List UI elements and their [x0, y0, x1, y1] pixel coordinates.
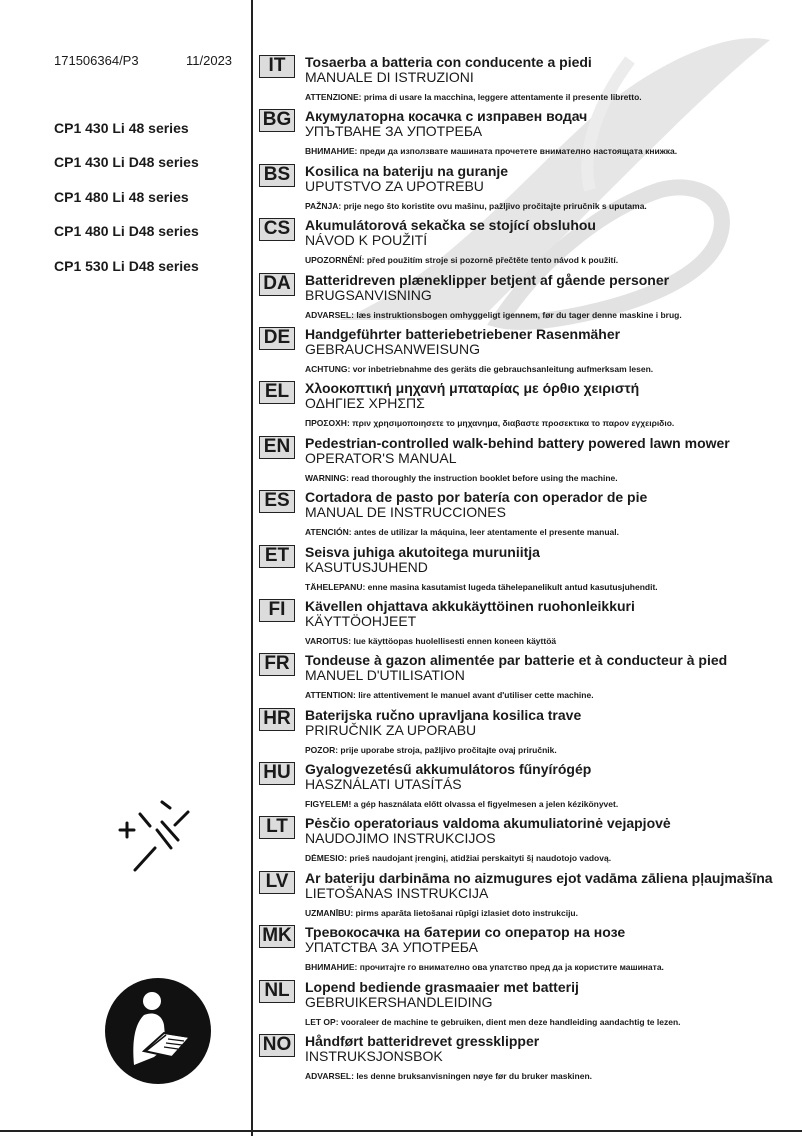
language-code-badge: IT: [259, 55, 295, 78]
language-entry-el: [259, 378, 799, 432]
language-code-badge: FR: [259, 653, 295, 676]
language-code-badge: ES: [259, 490, 295, 513]
language-entry-lv: [259, 868, 799, 922]
language-entry-bs: [259, 161, 799, 215]
manual-warning: PAŽNJA: prije nego što koristite ovu mašinu, pažljivo pročitajte priručnik s uputama.: [305, 200, 647, 211]
manual-subtitle: MANUAL DE INSTRUCCIONES: [305, 504, 506, 521]
language-code-badge: EL: [259, 381, 295, 404]
manual-title: Handgeführter batteriebetriebener Rasenmäher: [305, 325, 621, 342]
language-code-badge: BS: [259, 164, 295, 187]
manual-warning: ATTENTION: lire attentivement le manuel avant d'utiliser cette machine.: [305, 690, 594, 701]
model-item: CP1 430 Li 48 series: [54, 120, 189, 136]
language-code-badge: DA: [259, 273, 295, 296]
language-entry-bg: [259, 106, 799, 160]
language-entry-nl: [259, 977, 799, 1031]
model-item: CP1 430 Li D48 series: [54, 154, 199, 171]
manual-warning: ATTENZIONE: prima di usare la macchina, leggere attentamente il presente libretto.: [305, 92, 642, 102]
manual-title: Акумулаторна косачка с изправен водач: [305, 108, 588, 125]
language-entry-de: [259, 324, 799, 378]
manual-subtitle: УПЪТВАНЕ ЗА УПОТРЕБА: [305, 123, 483, 140]
language-entry-es: [259, 487, 799, 541]
document-date: 11/2023: [186, 53, 233, 68]
manual-subtitle: OPERATOR'S MANUAL: [305, 449, 457, 466]
language-entry-fr: [259, 650, 799, 704]
manual-warning: DĖMESIO: prieš naudojant įrenginį, atidžiai perskaityti šį naudotojo vadovą.: [305, 853, 612, 864]
language-entry-cs: [259, 215, 799, 269]
language-code-badge: CS: [259, 218, 295, 241]
language-code-badge: BG: [259, 109, 295, 132]
bottom-rule: [0, 1130, 802, 1132]
manual-title: Seisva juhiga akutoitega muruniitja: [305, 543, 540, 560]
model-list: [54, 120, 199, 292]
manual-title: Baterijska ručno upravljana kosilica trave: [305, 706, 582, 723]
language-code-badge: NO: [259, 1034, 295, 1057]
manual-subtitle: GEBRUIKERSHANDLEIDING: [305, 993, 493, 1010]
manual-warning: TÄHELEPANU: enne masina kasutamist lugeda tähelepanelikult antud kasutusjuhendit.: [305, 581, 658, 592]
manual-title: Тревокосачка на батерии со оператор на нозе: [305, 924, 626, 941]
manual-subtitle: UPUTSTVO ZA UPOTREBU: [305, 177, 484, 194]
manual-warning: UZMANĪBU: pirms aparāta lietošanai rūpīgi izlasiet doto instrukciju.: [305, 907, 578, 918]
manual-title: Batteridreven plæneklipper betjent af gående personer: [305, 271, 670, 288]
manual-title: Tosaerba a batteria con conducente a piedi: [305, 54, 592, 70]
model-item: CP1 480 Li D48 series: [54, 223, 199, 240]
manual-warning: ADVARSEL: les denne bruksanvisningen nøye før du bruker maskinen.: [305, 1071, 593, 1082]
manual-title: Lopend bediende grasmaaier met batterij: [305, 978, 579, 995]
manual-warning: POZOR: prije uporabe stroja, pažljivo pročitajte ovaj priručnik.: [305, 744, 557, 755]
language-entry-it: [259, 52, 799, 106]
manual-subtitle: GEBRAUCHSANWEISUNG: [305, 340, 481, 357]
manual-subtitle: PRIRUČNIK ZA UPORABU: [305, 721, 477, 738]
manual-subtitle: NAUDOJIMO INSTRUKCIJOS: [305, 830, 496, 847]
manual-subtitle: MANUALE DI ISTRUZIONI: [305, 69, 474, 85]
manual-warning: ACHTUNG: vor inbetriebnahme des geräts die gebrauchsanleitung aufmerksam lesen.: [305, 363, 654, 374]
language-entry-fi: [259, 596, 799, 650]
manual-warning: LET OP: vooraleer de machine te gebruiken, dient men deze handleiding aandachtig te lezen.: [305, 1016, 681, 1027]
manual-warning: ВНИМАНИЕ: прочитајте го внимателно ова упатство пред да ја користите машината.: [305, 962, 664, 973]
language-entry-en: [259, 433, 799, 487]
manual-subtitle: УПАТСТВА ЗА УПОТРЕБА: [305, 939, 479, 956]
manual-title: Kävellen ohjattava akkukäyttöinen ruohonleikkuri: [305, 597, 635, 614]
manual-title: Håndført batteridrevet gressklipper: [305, 1033, 540, 1050]
manual-title: Gyalogvezetésű akkumulátoros fűnyírógép: [305, 761, 592, 778]
manual-subtitle: BRUGSANVISNING: [305, 286, 432, 303]
manual-warning: ATENCIÓN: antes de utilizar la máquina, leer atentamente el presente manual.: [305, 527, 619, 538]
manual-title: Akumulátorová sekačka se stojící obsluhou: [305, 217, 596, 234]
language-list: [259, 52, 799, 1085]
language-code-badge: HR: [259, 708, 295, 731]
manual-subtitle: INSTRUKSJONSBOK: [305, 1048, 443, 1065]
language-code-badge: MK: [259, 925, 295, 948]
language-code-badge: FI: [259, 599, 295, 622]
manual-warning: FIGYELEM! a gép használata előtt olvassa el figyelmesen a jelen kézikönyvet.: [305, 799, 619, 810]
document-code: 171506364/P3: [54, 53, 139, 68]
language-code-badge: LV: [259, 871, 295, 894]
language-entry-lt: [259, 813, 799, 867]
manual-subtitle: NÁVOD K POUŽITÍ: [305, 232, 428, 249]
manual-warning: ΠΡΟΣΟΧΗ: πριν χρησιμοποιησετε το μηχανημα, διαβαστε προσεκτικα το παρον εγχειριδιο.: [305, 418, 675, 429]
manual-subtitle: KÄYTTÖOHJEET: [305, 612, 417, 629]
manual-title: Pedestrian-controlled walk-behind battery powered lawn mower: [305, 434, 730, 451]
manual-subtitle: ΟΔΗΓΙΕΣ ΧΡΗΣΠΣ: [305, 395, 425, 412]
manual-warning: ADVARSEL: læs instruktionsbogen omhyggeligt igennem, før du tager denne maskine i brug.: [305, 309, 682, 320]
manual-title: Ar bateriju darbināma no aizmugures ejot vadāma zāliena pļaujmašīna: [305, 869, 773, 886]
language-entry-da: [259, 270, 799, 324]
manual-title: Tondeuse à gazon alimentée par batterie et à conducteur à pied: [305, 652, 728, 669]
column-divider: [251, 0, 253, 1136]
manual-subtitle: LIETOŠANAS INSTRUKCIJA: [305, 884, 489, 901]
read-manual-icon: [104, 977, 212, 1085]
manual-title: Pėsčio operatoriaus valdoma akumuliatorinė vejapjovė: [305, 815, 671, 832]
language-entry-mk: [259, 922, 799, 976]
manual-warning: WARNING: read thoroughly the instruction booklet before using the machine.: [305, 472, 618, 483]
manual-subtitle: KASUTUSJUHEND: [305, 558, 428, 575]
manual-subtitle: MANUEL D'UTILISATION: [305, 667, 465, 684]
battery-polarity-icon: [110, 800, 200, 880]
manual-warning: UPOZORNĚNÍ: před použitím stroje si pozorně přečtěte tento návod k použití.: [305, 255, 619, 266]
language-entry-hr: [259, 705, 799, 759]
manual-warning: VAROITUS: lue käyttöopas huolellisesti ennen koneen käyttöä: [305, 635, 557, 646]
language-code-badge: NL: [259, 980, 295, 1003]
language-code-badge: EN: [259, 436, 295, 459]
language-code-badge: DE: [259, 327, 295, 350]
manual-title: Cortadora de pasto por batería con operador de pie: [305, 489, 648, 506]
model-item: CP1 530 Li D48 series: [54, 257, 199, 274]
language-entry-et: [259, 542, 799, 596]
language-entry-no: [259, 1031, 799, 1085]
manual-subtitle: HASZNÁLATI UTASÍTÁS: [305, 776, 462, 793]
language-code-badge: HU: [259, 762, 295, 785]
language-entry-hu: [259, 759, 799, 813]
language-code-badge: ET: [259, 545, 295, 568]
model-item: CP1 480 Li 48 series: [54, 188, 189, 205]
manual-title: Kosilica na bateriju na guranje: [305, 162, 509, 179]
language-code-badge: LT: [259, 816, 295, 839]
manual-warning: ВНИМАНИЕ: преди да използвате машината прочетете внимателно настоящата книжка.: [305, 146, 678, 157]
manual-title: Χλοοκοπτική μηχανή μπαταρίας με όρθιο χειριστή: [305, 380, 640, 397]
